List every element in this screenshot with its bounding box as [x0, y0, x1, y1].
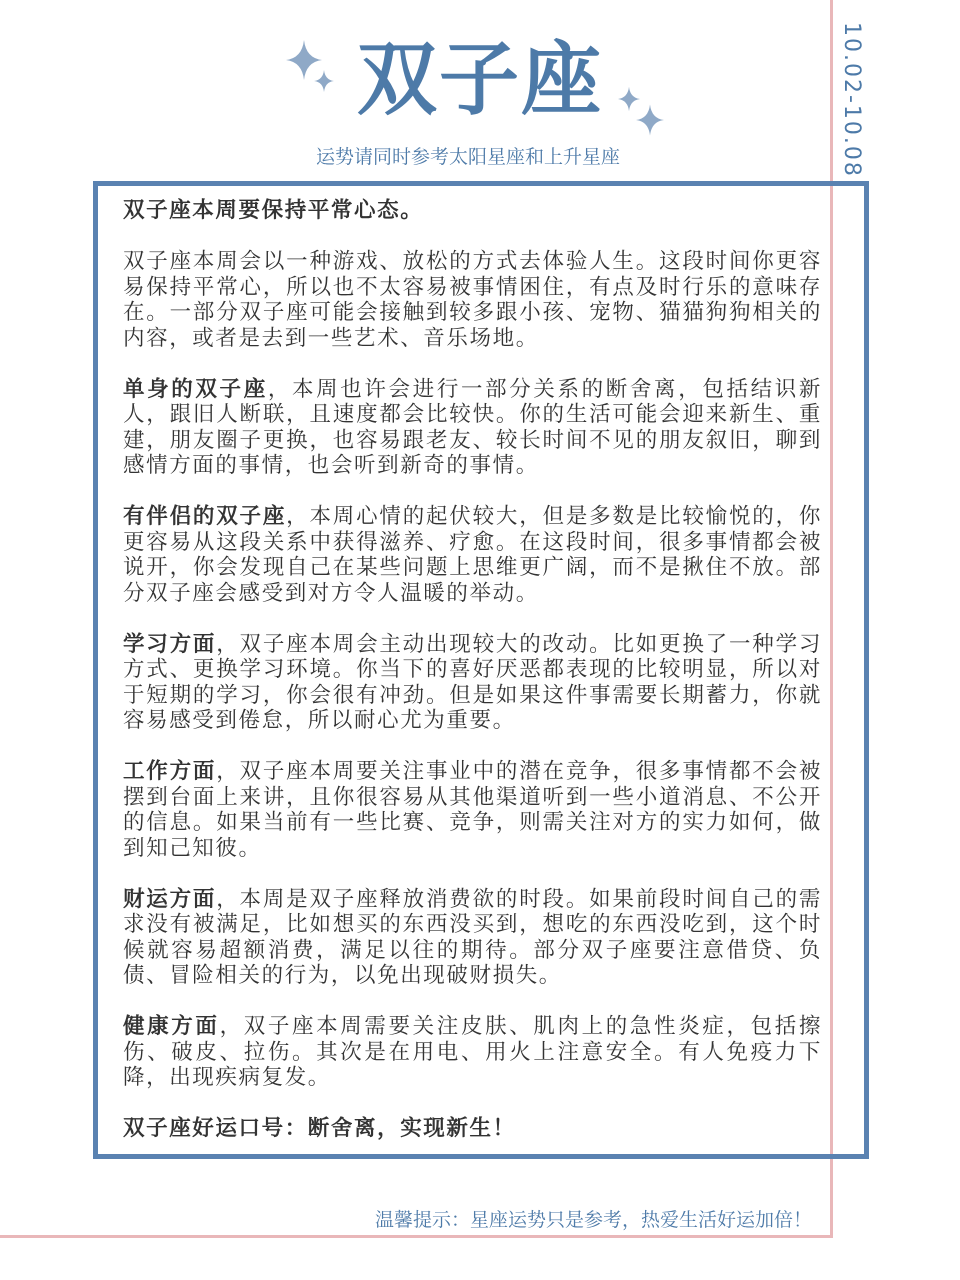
- paragraph-single: [123, 377, 822, 479]
- paragraph-overview: [123, 249, 822, 351]
- paragraph-lead: 财运方面: [123, 886, 217, 912]
- paragraph-wealth: [123, 887, 822, 989]
- paragraph-work: [123, 759, 822, 861]
- lucky-slogan: 双子座好运口号：断舍离，实现新生！: [123, 1116, 516, 1141]
- horoscope-content-box: [93, 181, 869, 1159]
- paragraph-text: 双子座本周会以一种游戏、放松的方式去体验人生。这段时间你更容易保持平常心，所以也不太容易被事情困住，有点及时行乐的意味存在。一部分双子座可能会接触到较多跟小孩、宠物、猫猫狗狗相关的内容，或者是去到一些艺术、音乐场地。: [123, 249, 822, 351]
- paragraph-study: [123, 632, 822, 734]
- page-title: 双子座: [357, 33, 603, 126]
- paragraph-health: [123, 1014, 822, 1091]
- date-range: 10.02-10.08: [839, 22, 864, 178]
- paragraph-lead: 健康方面: [123, 1014, 220, 1039]
- paragraph-text: ，双子座本周需要关注皮肤、肌肉上的急性炎症，包括擦伤、破皮、拉伤。其次是在用电、用火上注意安全。有人免疫力下降，出现疾病复发。: [123, 1014, 822, 1090]
- paragraph-text: ，双子座本周要关注事业中的潜在竞争，很多事情都不会被摆到台面上来讲，且你很容易从其他渠道听到一些小道消息、不公开的信息。如果当前有一些比赛、竞争，则需关注对方的实力如何，做到知己知彼。: [123, 759, 822, 861]
- footer-tip: 温馨提示：星座运势只是参考，热爱生活好运加倍！: [374, 1209, 812, 1231]
- paragraph-text: ，本周也许会进行一部分关系的断舍离，包括结识新人，跟旧人断联，且速度都会比较快。你的生活可能会迎来新生、重建，朋友圈子更换，也容易跟老友、较长时间不见的朋友叙旧，聊到感情方面的事情，也会听到新奇的事情。: [123, 376, 822, 478]
- page-subtitle: 运势请同时参考太阳星座和上升星座: [315, 146, 620, 168]
- paragraph-text: ，双子座本周会主动出现较大的改动。比如更换了一种学习方式、更换学习环境。你当下的喜好厌恶都表现的比较明显，所以对于短期的学习，你会很有冲劲。但是如果这件事需要长期蓄力，你就容易感受到倦怠，所以耐心尤为重要。: [123, 631, 822, 733]
- paragraph-lead: 工作方面: [123, 759, 217, 784]
- paragraph-text: ，本周是双子座释放消费欲的时段。如果前段时间自己的需求没有被满足，比如想买的东西没买到，想吃的东西没吃到，这个时候就容易超额消费，满足以往的期待。部分双子座要注意借贷、负债、冒险相关的行为，以免出现破财损失。: [123, 886, 822, 988]
- paragraph-lead: 有伴侣的双子座: [123, 504, 287, 529]
- paragraph-text: ，本周心情的起伏较大，但是多数是比较愉悦的，你更容易从这段关系中获得滋养、疗愈。在这段时间，很多事情都会被说开，你会发现自己在某些问题上思维更广阔，而不是揪住不放。部分双子座会感受到对方令人温暖的举动。: [123, 504, 822, 606]
- paragraph-lead: 单身的双子座: [123, 376, 268, 402]
- paragraph-partnered: [123, 504, 822, 606]
- decorative-horizontal-line: [0, 1235, 833, 1238]
- paragraph-lead: 学习方面: [123, 631, 217, 657]
- intro-line: 双子座本周要保持平常心态。: [123, 198, 424, 223]
